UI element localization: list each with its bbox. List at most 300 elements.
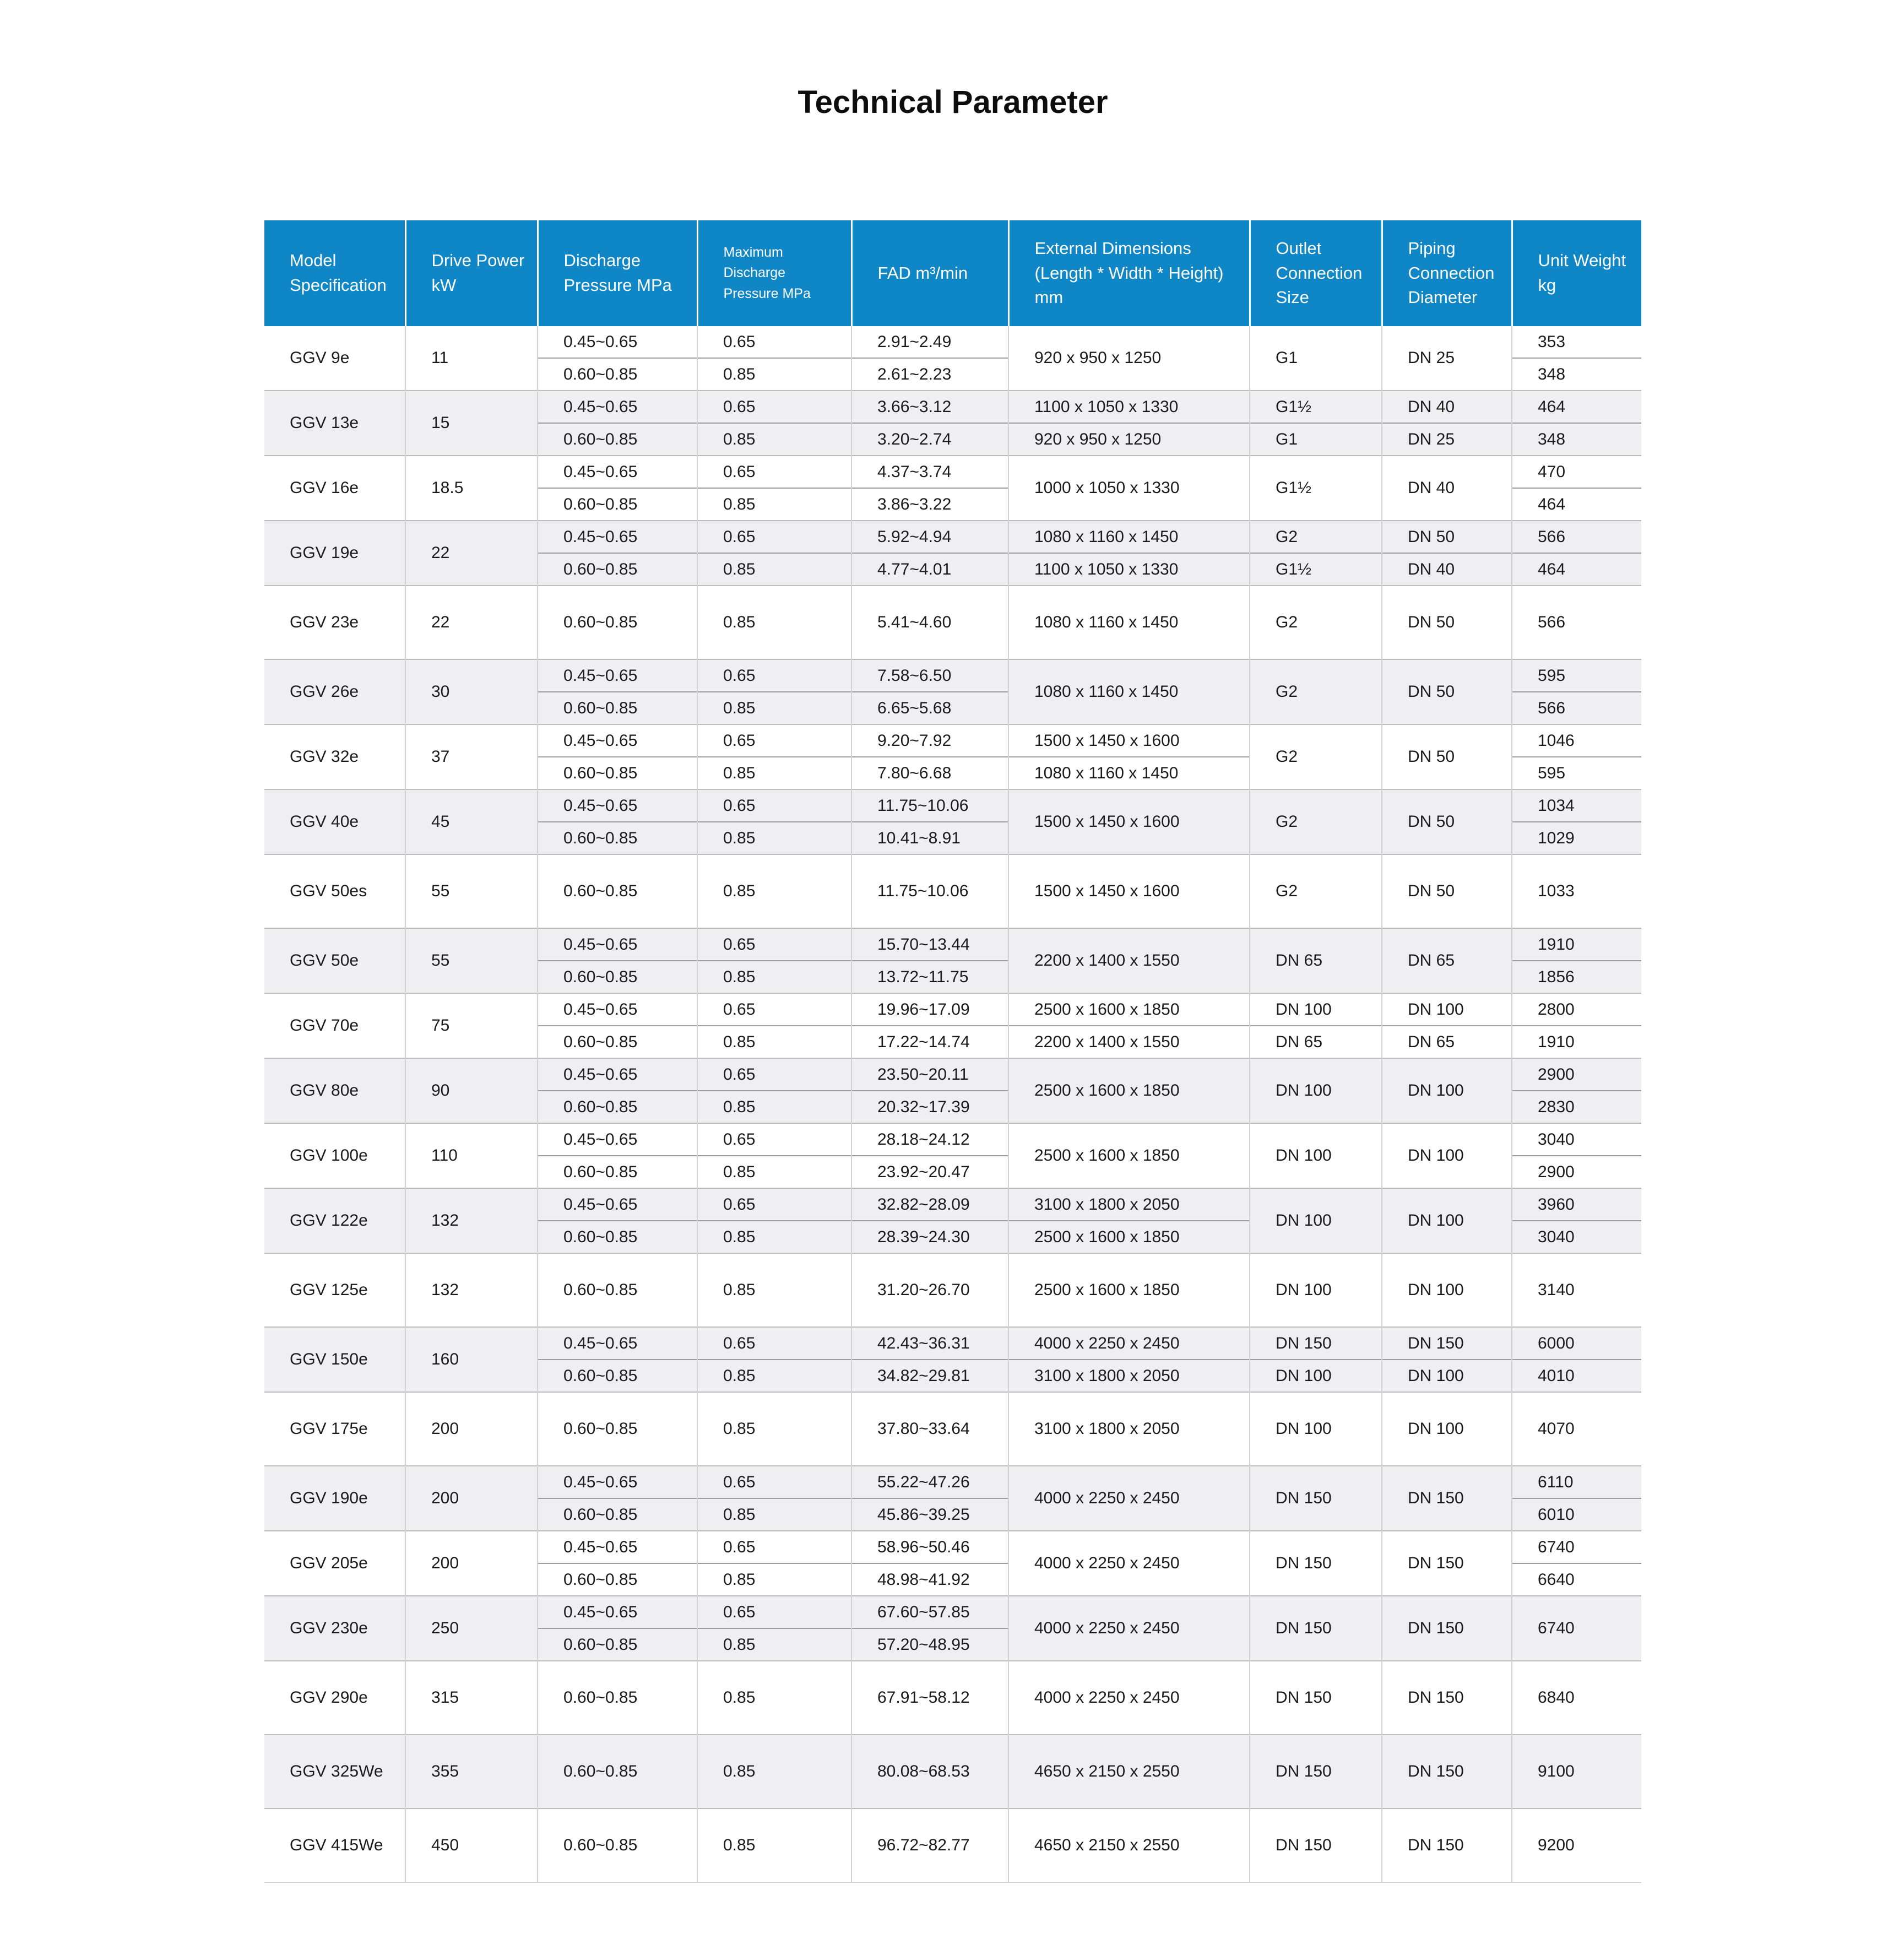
cell-max-discharge-pressure: 0.85 <box>697 1026 851 1058</box>
cell-drive-power: 132 <box>405 1188 538 1253</box>
cell-max-discharge-pressure: 0.85 <box>697 692 851 724</box>
cell-discharge-pressure: 0.60~0.85 <box>538 488 697 521</box>
cell-unit-weight: 1046 <box>1512 724 1641 757</box>
cell-piping-connection: DN 65 <box>1382 1026 1512 1058</box>
cell-dimensions: 2500 x 1600 x 1850 <box>1008 1123 1250 1188</box>
technical-parameter-table <box>264 220 1641 1883</box>
cell-fad: 3.20~2.74 <box>851 423 1008 456</box>
cell-unit-weight: 595 <box>1512 757 1641 789</box>
col-header-fad: FAD m³/min <box>851 220 1008 326</box>
cell-max-discharge-pressure: 0.85 <box>697 423 851 456</box>
cell-piping-connection: DN 150 <box>1382 1661 1512 1735</box>
cell-fad: 96.72~82.77 <box>851 1809 1008 1882</box>
cell-fad: 34.82~29.81 <box>851 1360 1008 1392</box>
table-row <box>264 993 1641 1026</box>
cell-max-discharge-pressure: 0.85 <box>697 961 851 993</box>
cell-max-discharge-pressure: 0.65 <box>697 1531 851 1563</box>
cell-model: GGV 230e <box>264 1596 405 1661</box>
cell-piping-connection: DN 50 <box>1382 789 1512 854</box>
cell-max-discharge-pressure: 0.85 <box>697 488 851 521</box>
cell-fad: 7.80~6.68 <box>851 757 1008 789</box>
cell-fad: 11.75~10.06 <box>851 854 1008 928</box>
cell-drive-power: 22 <box>405 586 538 659</box>
cell-discharge-pressure: 0.60~0.85 <box>538 1091 697 1123</box>
cell-max-discharge-pressure: 0.65 <box>697 326 851 358</box>
cell-model: GGV 290e <box>264 1661 405 1735</box>
cell-fad: 23.92~20.47 <box>851 1156 1008 1188</box>
cell-max-discharge-pressure: 0.85 <box>697 1628 851 1661</box>
cell-unit-weight: 3140 <box>1512 1253 1641 1327</box>
table-row <box>264 1531 1641 1563</box>
table-row <box>264 1735 1641 1809</box>
cell-discharge-pressure: 0.45~0.65 <box>538 391 697 423</box>
cell-discharge-pressure: 0.45~0.65 <box>538 1531 697 1563</box>
cell-outlet-connection: DN 100 <box>1250 1360 1382 1392</box>
cell-drive-power: 55 <box>405 928 538 993</box>
cell-fad: 32.82~28.09 <box>851 1188 1008 1221</box>
cell-max-discharge-pressure: 0.85 <box>697 358 851 391</box>
col-header-max-discharge-pressure: Maximum Discharge Pressure MPa <box>697 220 851 326</box>
cell-dimensions: 4000 x 2250 x 2450 <box>1008 1531 1250 1596</box>
cell-outlet-connection: DN 150 <box>1250 1596 1382 1661</box>
cell-outlet-connection: DN 100 <box>1250 1188 1382 1253</box>
cell-max-discharge-pressure: 0.85 <box>697 1253 851 1327</box>
cell-discharge-pressure: 0.45~0.65 <box>538 456 697 488</box>
cell-piping-connection: DN 100 <box>1382 1058 1512 1123</box>
cell-discharge-pressure: 0.45~0.65 <box>538 993 697 1026</box>
cell-discharge-pressure: 0.60~0.85 <box>538 1661 697 1735</box>
cell-piping-connection: DN 50 <box>1382 586 1512 659</box>
cell-model: GGV 19e <box>264 521 405 586</box>
cell-dimensions: 920 x 950 x 1250 <box>1008 326 1250 391</box>
cell-fad: 55.22~47.26 <box>851 1466 1008 1498</box>
cell-max-discharge-pressure: 0.65 <box>697 724 851 757</box>
cell-outlet-connection: DN 150 <box>1250 1661 1382 1735</box>
cell-discharge-pressure: 0.60~0.85 <box>538 358 697 391</box>
cell-unit-weight: 3040 <box>1512 1123 1641 1156</box>
cell-discharge-pressure: 0.60~0.85 <box>538 822 697 854</box>
cell-discharge-pressure: 0.60~0.85 <box>538 1360 697 1392</box>
cell-max-discharge-pressure: 0.65 <box>697 928 851 961</box>
cell-max-discharge-pressure: 0.65 <box>697 1188 851 1221</box>
cell-fad: 48.98~41.92 <box>851 1563 1008 1596</box>
cell-discharge-pressure: 0.45~0.65 <box>538 326 697 358</box>
table-row <box>264 659 1641 692</box>
table-row <box>264 1596 1641 1628</box>
cell-outlet-connection: G1½ <box>1250 456 1382 521</box>
cell-model: GGV 26e <box>264 659 405 724</box>
cell-piping-connection: DN 25 <box>1382 326 1512 391</box>
cell-drive-power: 75 <box>405 993 538 1058</box>
cell-drive-power: 22 <box>405 521 538 586</box>
cell-discharge-pressure: 0.60~0.85 <box>538 757 697 789</box>
cell-piping-connection: DN 50 <box>1382 854 1512 928</box>
cell-outlet-connection: DN 100 <box>1250 1253 1382 1327</box>
cell-discharge-pressure: 0.60~0.85 <box>538 1498 697 1531</box>
cell-max-discharge-pressure: 0.65 <box>697 1596 851 1628</box>
cell-outlet-connection: G2 <box>1250 659 1382 724</box>
cell-piping-connection: DN 65 <box>1382 928 1512 993</box>
cell-unit-weight: 348 <box>1512 423 1641 456</box>
cell-piping-connection: DN 150 <box>1382 1735 1512 1809</box>
cell-fad: 15.70~13.44 <box>851 928 1008 961</box>
cell-fad: 4.37~3.74 <box>851 456 1008 488</box>
cell-outlet-connection: G2 <box>1250 586 1382 659</box>
cell-model: GGV 175e <box>264 1392 405 1466</box>
cell-dimensions: 920 x 950 x 1250 <box>1008 423 1250 456</box>
table-row <box>264 1392 1641 1466</box>
cell-fad: 10.41~8.91 <box>851 822 1008 854</box>
cell-fad: 23.50~20.11 <box>851 1058 1008 1091</box>
cell-fad: 19.96~17.09 <box>851 993 1008 1026</box>
table-row <box>264 854 1641 928</box>
cell-drive-power: 450 <box>405 1809 538 1882</box>
cell-outlet-connection: DN 150 <box>1250 1327 1382 1360</box>
cell-unit-weight: 9200 <box>1512 1809 1641 1882</box>
cell-drive-power: 200 <box>405 1392 538 1466</box>
cell-max-discharge-pressure: 0.85 <box>697 553 851 586</box>
cell-model: GGV 16e <box>264 456 405 521</box>
cell-max-discharge-pressure: 0.85 <box>697 854 851 928</box>
cell-drive-power: 132 <box>405 1253 538 1327</box>
cell-discharge-pressure: 0.60~0.85 <box>538 553 697 586</box>
cell-fad: 28.39~24.30 <box>851 1221 1008 1253</box>
cell-piping-connection: DN 150 <box>1382 1531 1512 1596</box>
cell-model: GGV 415We <box>264 1809 405 1882</box>
cell-discharge-pressure: 0.60~0.85 <box>538 1221 697 1253</box>
cell-outlet-connection: G2 <box>1250 521 1382 553</box>
cell-outlet-connection: DN 150 <box>1250 1735 1382 1809</box>
cell-dimensions: 3100 x 1800 x 2050 <box>1008 1188 1250 1221</box>
cell-fad: 7.58~6.50 <box>851 659 1008 692</box>
cell-model: GGV 190e <box>264 1466 405 1531</box>
cell-max-discharge-pressure: 0.65 <box>697 1327 851 1360</box>
cell-piping-connection: DN 150 <box>1382 1596 1512 1661</box>
cell-unit-weight: 2900 <box>1512 1058 1641 1091</box>
cell-outlet-connection: G1 <box>1250 326 1382 391</box>
cell-fad: 3.66~3.12 <box>851 391 1008 423</box>
cell-dimensions: 4000 x 2250 x 2450 <box>1008 1596 1250 1661</box>
cell-outlet-connection: DN 100 <box>1250 1058 1382 1123</box>
cell-dimensions: 2500 x 1600 x 1850 <box>1008 1058 1250 1123</box>
cell-drive-power: 250 <box>405 1596 538 1661</box>
cell-piping-connection: DN 25 <box>1382 423 1512 456</box>
cell-discharge-pressure: 0.60~0.85 <box>538 1809 697 1882</box>
cell-piping-connection: DN 40 <box>1382 391 1512 423</box>
cell-model: GGV 205e <box>264 1531 405 1596</box>
cell-unit-weight: 3960 <box>1512 1188 1641 1221</box>
cell-outlet-connection: G2 <box>1250 854 1382 928</box>
cell-discharge-pressure: 0.60~0.85 <box>538 961 697 993</box>
cell-model: GGV 9e <box>264 326 405 391</box>
cell-max-discharge-pressure: 0.65 <box>697 993 851 1026</box>
cell-outlet-connection: G2 <box>1250 789 1382 854</box>
cell-fad: 5.92~4.94 <box>851 521 1008 553</box>
cell-fad: 4.77~4.01 <box>851 553 1008 586</box>
cell-dimensions: 1500 x 1450 x 1600 <box>1008 789 1250 854</box>
cell-fad: 57.20~48.95 <box>851 1628 1008 1661</box>
cell-unit-weight: 1910 <box>1512 928 1641 961</box>
cell-piping-connection: DN 50 <box>1382 521 1512 553</box>
cell-fad: 9.20~7.92 <box>851 724 1008 757</box>
cell-dimensions: 2200 x 1400 x 1550 <box>1008 1026 1250 1058</box>
cell-outlet-connection: G1½ <box>1250 391 1382 423</box>
cell-max-discharge-pressure: 0.85 <box>697 1221 851 1253</box>
cell-piping-connection: DN 100 <box>1382 1392 1512 1466</box>
cell-discharge-pressure: 0.45~0.65 <box>538 724 697 757</box>
cell-max-discharge-pressure: 0.85 <box>697 822 851 854</box>
cell-unit-weight: 470 <box>1512 456 1641 488</box>
cell-max-discharge-pressure: 0.85 <box>697 1392 851 1466</box>
cell-piping-connection: DN 100 <box>1382 1360 1512 1392</box>
cell-fad: 17.22~14.74 <box>851 1026 1008 1058</box>
cell-fad: 42.43~36.31 <box>851 1327 1008 1360</box>
cell-unit-weight: 1033 <box>1512 854 1641 928</box>
cell-model: GGV 100e <box>264 1123 405 1188</box>
cell-unit-weight: 6740 <box>1512 1531 1641 1563</box>
cell-fad: 31.20~26.70 <box>851 1253 1008 1327</box>
cell-model: GGV 50es <box>264 854 405 928</box>
header-row <box>264 220 1641 326</box>
cell-piping-connection: DN 150 <box>1382 1327 1512 1360</box>
cell-dimensions: 4000 x 2250 x 2450 <box>1008 1661 1250 1735</box>
cell-fad: 2.91~2.49 <box>851 326 1008 358</box>
cell-piping-connection: DN 100 <box>1382 1188 1512 1253</box>
cell-discharge-pressure: 0.60~0.85 <box>538 1392 697 1466</box>
cell-discharge-pressure: 0.60~0.85 <box>538 1735 697 1809</box>
cell-dimensions: 4000 x 2250 x 2450 <box>1008 1466 1250 1531</box>
cell-outlet-connection: G1½ <box>1250 553 1382 586</box>
cell-max-discharge-pressure: 0.65 <box>697 659 851 692</box>
cell-discharge-pressure: 0.60~0.85 <box>538 423 697 456</box>
table-row <box>264 724 1641 757</box>
cell-unit-weight: 4070 <box>1512 1392 1641 1466</box>
col-header-unit-weight: Unit Weight kg <box>1512 220 1641 326</box>
table-row <box>264 1253 1641 1327</box>
cell-unit-weight: 595 <box>1512 659 1641 692</box>
cell-piping-connection: DN 150 <box>1382 1466 1512 1531</box>
cell-outlet-connection: DN 150 <box>1250 1466 1382 1531</box>
table-header <box>264 220 1641 326</box>
cell-dimensions: 3100 x 1800 x 2050 <box>1008 1392 1250 1466</box>
table-row <box>264 456 1641 488</box>
table-row <box>264 1466 1641 1498</box>
cell-discharge-pressure: 0.60~0.85 <box>538 692 697 724</box>
cell-fad: 2.61~2.23 <box>851 358 1008 391</box>
cell-dimensions: 1000 x 1050 x 1330 <box>1008 456 1250 521</box>
cell-max-discharge-pressure: 0.65 <box>697 1058 851 1091</box>
cell-outlet-connection: DN 150 <box>1250 1531 1382 1596</box>
cell-unit-weight: 3040 <box>1512 1221 1641 1253</box>
cell-fad: 80.08~68.53 <box>851 1735 1008 1809</box>
cell-max-discharge-pressure: 0.65 <box>697 456 851 488</box>
cell-dimensions: 2200 x 1400 x 1550 <box>1008 928 1250 993</box>
cell-max-discharge-pressure: 0.65 <box>697 521 851 553</box>
cell-fad: 20.32~17.39 <box>851 1091 1008 1123</box>
cell-unit-weight: 566 <box>1512 521 1641 553</box>
cell-drive-power: 18.5 <box>405 456 538 521</box>
cell-piping-connection: DN 50 <box>1382 724 1512 789</box>
cell-dimensions: 2500 x 1600 x 1850 <box>1008 993 1250 1026</box>
cell-unit-weight: 464 <box>1512 553 1641 586</box>
cell-drive-power: 315 <box>405 1661 538 1735</box>
cell-discharge-pressure: 0.45~0.65 <box>538 1188 697 1221</box>
cell-max-discharge-pressure: 0.85 <box>697 1809 851 1882</box>
cell-max-discharge-pressure: 0.65 <box>697 789 851 822</box>
cell-dimensions: 1100 x 1050 x 1330 <box>1008 391 1250 423</box>
cell-drive-power: 355 <box>405 1735 538 1809</box>
col-header-outlet-connection-size: Outlet Connection Size <box>1250 220 1382 326</box>
cell-model: GGV 125e <box>264 1253 405 1327</box>
cell-max-discharge-pressure: 0.85 <box>697 1661 851 1735</box>
cell-model: GGV 40e <box>264 789 405 854</box>
cell-drive-power: 15 <box>405 391 538 456</box>
cell-piping-connection: DN 150 <box>1382 1809 1512 1882</box>
table-row <box>264 928 1641 961</box>
cell-unit-weight: 2830 <box>1512 1091 1641 1123</box>
cell-max-discharge-pressure: 0.85 <box>697 1735 851 1809</box>
cell-discharge-pressure: 0.60~0.85 <box>538 1156 697 1188</box>
cell-model: GGV 325We <box>264 1735 405 1809</box>
cell-discharge-pressure: 0.45~0.65 <box>538 1596 697 1628</box>
cell-outlet-connection: G1 <box>1250 423 1382 456</box>
cell-unit-weight: 566 <box>1512 586 1641 659</box>
cell-unit-weight: 1856 <box>1512 961 1641 993</box>
cell-outlet-connection: DN 100 <box>1250 1392 1382 1466</box>
cell-unit-weight: 464 <box>1512 391 1641 423</box>
col-header-drive-power: Drive Power kW <box>405 220 538 326</box>
cell-discharge-pressure: 0.60~0.85 <box>538 854 697 928</box>
table-row <box>264 586 1641 659</box>
cell-discharge-pressure: 0.45~0.65 <box>538 789 697 822</box>
cell-max-discharge-pressure: 0.65 <box>697 1123 851 1156</box>
cell-unit-weight: 6740 <box>1512 1596 1641 1661</box>
cell-unit-weight: 6640 <box>1512 1563 1641 1596</box>
cell-drive-power: 11 <box>405 326 538 391</box>
cell-discharge-pressure: 0.45~0.65 <box>538 1327 697 1360</box>
cell-drive-power: 45 <box>405 789 538 854</box>
cell-drive-power: 110 <box>405 1123 538 1188</box>
cell-drive-power: 55 <box>405 854 538 928</box>
cell-max-discharge-pressure: 0.85 <box>697 1091 851 1123</box>
cell-unit-weight: 353 <box>1512 326 1641 358</box>
table-row <box>264 789 1641 822</box>
cell-discharge-pressure: 0.45~0.65 <box>538 1466 697 1498</box>
cell-max-discharge-pressure: 0.85 <box>697 1563 851 1596</box>
table-row <box>264 391 1641 423</box>
cell-max-discharge-pressure: 0.85 <box>697 586 851 659</box>
cell-unit-weight: 6010 <box>1512 1498 1641 1531</box>
cell-model: GGV 70e <box>264 993 405 1058</box>
cell-drive-power: 160 <box>405 1327 538 1392</box>
cell-fad: 5.41~4.60 <box>851 586 1008 659</box>
cell-unit-weight: 2900 <box>1512 1156 1641 1188</box>
cell-drive-power: 37 <box>405 724 538 789</box>
col-header-model-specification: Model Specification <box>264 220 405 326</box>
cell-model: GGV 32e <box>264 724 405 789</box>
cell-piping-connection: DN 100 <box>1382 1253 1512 1327</box>
cell-discharge-pressure: 0.45~0.65 <box>538 1058 697 1091</box>
cell-discharge-pressure: 0.45~0.65 <box>538 1123 697 1156</box>
cell-fad: 13.72~11.75 <box>851 961 1008 993</box>
cell-model: GGV 50e <box>264 928 405 993</box>
cell-unit-weight: 348 <box>1512 358 1641 391</box>
cell-unit-weight: 6110 <box>1512 1466 1641 1498</box>
cell-model: GGV 23e <box>264 586 405 659</box>
cell-dimensions: 1080 x 1160 x 1450 <box>1008 757 1250 789</box>
cell-discharge-pressure: 0.45~0.65 <box>538 521 697 553</box>
cell-max-discharge-pressure: 0.85 <box>697 1498 851 1531</box>
cell-unit-weight: 9100 <box>1512 1735 1641 1809</box>
cell-fad: 28.18~24.12 <box>851 1123 1008 1156</box>
page-title: Technical Parameter <box>798 84 1108 120</box>
cell-piping-connection: DN 40 <box>1382 456 1512 521</box>
cell-fad: 37.80~33.64 <box>851 1392 1008 1466</box>
cell-outlet-connection: G2 <box>1250 724 1382 789</box>
cell-drive-power: 30 <box>405 659 538 724</box>
cell-dimensions: 2500 x 1600 x 1850 <box>1008 1221 1250 1253</box>
cell-unit-weight: 6840 <box>1512 1661 1641 1735</box>
cell-outlet-connection: DN 150 <box>1250 1809 1382 1882</box>
cell-fad: 6.65~5.68 <box>851 692 1008 724</box>
cell-outlet-connection: DN 65 <box>1250 1026 1382 1058</box>
cell-fad: 11.75~10.06 <box>851 789 1008 822</box>
cell-outlet-connection: DN 100 <box>1250 1123 1382 1188</box>
cell-unit-weight: 6000 <box>1512 1327 1641 1360</box>
table-row <box>264 521 1641 553</box>
table-row <box>264 1327 1641 1360</box>
cell-piping-connection: DN 40 <box>1382 553 1512 586</box>
cell-piping-connection: DN 50 <box>1382 659 1512 724</box>
cell-drive-power: 200 <box>405 1531 538 1596</box>
cell-max-discharge-pressure: 0.85 <box>697 1156 851 1188</box>
table-row <box>264 1809 1641 1882</box>
cell-discharge-pressure: 0.60~0.85 <box>538 1563 697 1596</box>
table-row <box>264 1188 1641 1221</box>
cell-max-discharge-pressure: 0.65 <box>697 391 851 423</box>
cell-dimensions: 4650 x 2150 x 2550 <box>1008 1809 1250 1882</box>
cell-discharge-pressure: 0.45~0.65 <box>538 928 697 961</box>
cell-max-discharge-pressure: 0.65 <box>697 1466 851 1498</box>
cell-fad: 45.86~39.25 <box>851 1498 1008 1531</box>
col-header-external-dimensions: External Dimensions (Length * Width * Height) mm <box>1008 220 1250 326</box>
cell-unit-weight: 2800 <box>1512 993 1641 1026</box>
cell-fad: 3.86~3.22 <box>851 488 1008 521</box>
cell-model: GGV 122e <box>264 1188 405 1253</box>
cell-model: GGV 13e <box>264 391 405 456</box>
cell-discharge-pressure: 0.60~0.85 <box>538 1628 697 1661</box>
cell-model: GGV 150e <box>264 1327 405 1392</box>
cell-outlet-connection: DN 100 <box>1250 993 1382 1026</box>
cell-drive-power: 90 <box>405 1058 538 1123</box>
table-body <box>264 326 1641 1882</box>
cell-max-discharge-pressure: 0.85 <box>697 1360 851 1392</box>
table-row <box>264 1661 1641 1735</box>
cell-discharge-pressure: 0.45~0.65 <box>538 659 697 692</box>
col-header-discharge-pressure: Discharge Pressure MPa <box>538 220 697 326</box>
cell-discharge-pressure: 0.60~0.85 <box>538 1253 697 1327</box>
cell-discharge-pressure: 0.60~0.85 <box>538 586 697 659</box>
cell-drive-power: 200 <box>405 1466 538 1531</box>
cell-max-discharge-pressure: 0.85 <box>697 757 851 789</box>
table-row <box>264 326 1641 358</box>
cell-model: GGV 80e <box>264 1058 405 1123</box>
cell-dimensions: 4000 x 2250 x 2450 <box>1008 1327 1250 1360</box>
cell-unit-weight: 4010 <box>1512 1360 1641 1392</box>
cell-piping-connection: DN 100 <box>1382 993 1512 1026</box>
cell-fad: 58.96~50.46 <box>851 1531 1008 1563</box>
table-row <box>264 1058 1641 1091</box>
